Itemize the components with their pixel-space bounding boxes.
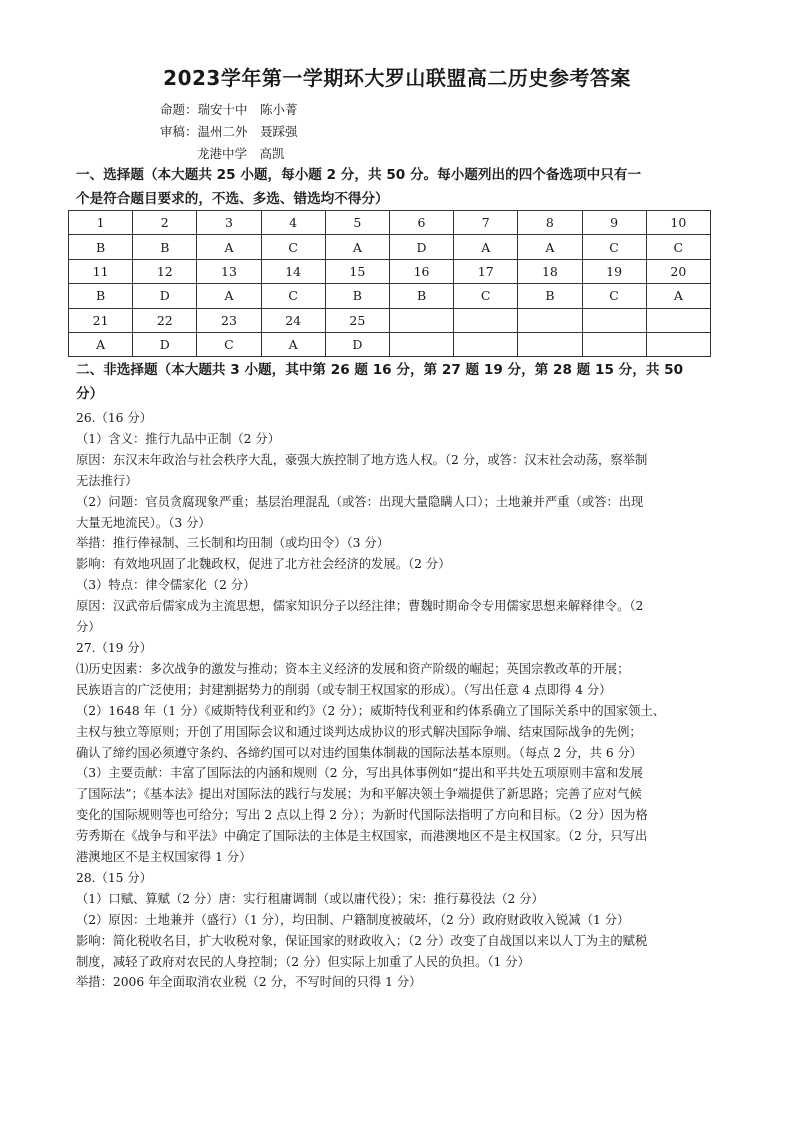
answer-text-line: 劳秀斯在《战争与和平法》中确定了国际法的主体是主权国家，而港澳地区不是主权国家。（2 分，只写出 xyxy=(76,829,648,844)
section-heading-line: 分） xyxy=(76,386,104,402)
question-number-cell xyxy=(518,308,582,332)
answer-cell: A xyxy=(325,235,389,259)
question-number-cell: 23 xyxy=(197,308,261,332)
answer-text-line: 举措：推行俸禄制、三长制和均田制（或均田令）（3 分） xyxy=(76,536,390,551)
answer-cell: A xyxy=(454,235,518,259)
question-number-cell: 19 xyxy=(582,259,646,283)
question-number-cell: 12 xyxy=(133,259,197,283)
answer-text-line: 了国际法”；《基本法》提出对国际法的践行与发展；为和平解决领土争端提供了新思路；完善了应对气候 xyxy=(76,787,642,802)
answer-cell: A xyxy=(646,284,710,308)
question-number-cell xyxy=(454,308,518,332)
section-heading-essay xyxy=(76,358,726,406)
question-number-cell: 3 xyxy=(197,211,261,235)
answer-row xyxy=(69,284,711,308)
question-number-cell: 17 xyxy=(454,259,518,283)
section-heading-choice xyxy=(76,163,726,211)
answer-cell: A xyxy=(197,235,261,259)
question-number-row xyxy=(69,211,711,235)
question-number-cell xyxy=(582,308,646,332)
answer-text-line: 主权与独立等原则；开创了用国际会议和通过谈判达成协议的形式解决国际争端、结束国际战争的先例； xyxy=(76,724,642,739)
answer-cell xyxy=(582,332,646,356)
answer-explanations xyxy=(76,408,722,993)
question-number-cell: 24 xyxy=(261,308,325,332)
answer-text-line: 确认了缔约国必须遵守条约、各缔约国可以对违约国集体制裁的国际法基本原则。（每点 2 分，共 6 分） xyxy=(76,745,643,760)
answer-cell: D xyxy=(389,235,453,259)
answer-table xyxy=(68,210,711,357)
question-number-cell: 6 xyxy=(389,211,453,235)
answer-text-line: 无法推行） xyxy=(76,473,138,488)
answer-text-line: （3）特点：律令儒家化（2 分） xyxy=(76,578,256,593)
answer-cell: A xyxy=(518,235,582,259)
answer-cell: B xyxy=(69,235,133,259)
answer-cell: D xyxy=(325,332,389,356)
answer-cell: C xyxy=(261,235,325,259)
answer-row xyxy=(69,235,711,259)
answer-text-line: 大量无地流民）。（3 分） xyxy=(76,515,211,530)
answer-text-line: 民族语言的广泛使用；封建割据势力的削弱（或专制王权国家的形成）。（写出任意 4 点即得 4 分） xyxy=(76,682,612,697)
answer-text-line: 影响：有效地巩固了北魏政权，促进了北方社会经济的发展。（2 分） xyxy=(76,557,451,572)
question-number-cell: 5 xyxy=(325,211,389,235)
answer-cell: A xyxy=(261,332,325,356)
answer-cell: A xyxy=(197,284,261,308)
answer-text-line: 原因：汉武帝后儒家成为主流思想，儒家知识分子以经注律；曹魏时期命令专用儒家思想来解释律令。（2 xyxy=(76,599,644,614)
answer-cell xyxy=(518,332,582,356)
question-number-cell xyxy=(389,308,453,332)
answer-cell xyxy=(389,332,453,356)
answer-cell: B xyxy=(389,284,453,308)
answer-cell: B xyxy=(69,284,133,308)
question-number-cell: 20 xyxy=(646,259,710,283)
answer-text-line: 举措：2006 年全面取消农业税（2 分，不写时间的只得 1 分） xyxy=(76,975,422,990)
answer-text-line: 26.（16 分） xyxy=(76,411,153,425)
answer-text-line: （2）1648 年（1 分）《威斯特伐利亚和约》（2 分）；威斯特伐利亚和约体系确立了国际关系中的国家领土、 xyxy=(76,703,666,718)
question-number-cell: 18 xyxy=(518,259,582,283)
answer-cell: C xyxy=(197,332,261,356)
question-number-cell: 4 xyxy=(261,211,325,235)
answer-cell: D xyxy=(133,332,197,356)
question-number-cell: 8 xyxy=(518,211,582,235)
answer-text-line: 影响：简化税收名目，扩大收税对象，保证国家的财政收入；（2 分）改变了自战国以来以人丁为主的赋税 xyxy=(76,933,648,948)
question-number-cell: 10 xyxy=(646,211,710,235)
answer-cell: C xyxy=(646,235,710,259)
question-number-cell: 2 xyxy=(133,211,197,235)
answer-text-line: 港澳地区不是主权国家得 1 分） xyxy=(76,850,252,865)
question-number-cell: 15 xyxy=(325,259,389,283)
answer-text-line: 原因：东汉末年政治与社会秩序大乱，豪强大族控制了地方选人权。（2 分，或答：汉末社会动荡，察举制 xyxy=(76,452,648,467)
question-number-cell: 13 xyxy=(197,259,261,283)
answer-text-line: 28.（15 分） xyxy=(76,870,153,885)
question-number-cell: 25 xyxy=(325,308,389,332)
question-number-cell: 16 xyxy=(389,259,453,283)
answer-cell: A xyxy=(69,332,133,356)
answer-row xyxy=(69,332,711,356)
answer-text-line: （1）含义：推行九品中正制（2 分） xyxy=(76,431,281,446)
answer-text-line: （2）原因：土地兼并（盛行）（1 分），均田制、户籍制度被破坏，（2 分）政府财政收入锐减（1 分） xyxy=(76,912,630,927)
answer-cell: B xyxy=(518,284,582,308)
answer-text-line: 27.（19 分） xyxy=(76,640,153,655)
answer-text-line: （2）问题：官员贪腐现象严重；基层治理混乱（或答：出现大量隐瞒人口）；土地兼并严重（或答：出现 xyxy=(76,494,644,509)
section-heading-line: 二、非选择题（本大题共 3 小题，其中第 26 题 16 分，第 27 题 19 分，第 28 题 15 分，共 50 xyxy=(76,362,684,378)
answer-cell: D xyxy=(133,284,197,308)
section-heading-line: 一、选择题（本大题共 25 小题，每小题 2 分，共 50 分。每小题列出的四个备选项中只有一 xyxy=(76,167,642,183)
answer-text-line: 制度，减轻了政府对农民的人身控制；（2 分）但实际上加重了人民的负担。（1 分） xyxy=(76,954,530,969)
question-number-cell: 11 xyxy=(69,259,133,283)
answer-cell xyxy=(454,332,518,356)
answer-text-line: 分） xyxy=(76,620,101,635)
section-heading-line: 个是符合题目要求的，不选、多选、错选均不得分） xyxy=(76,191,389,207)
question-number-row xyxy=(69,259,711,283)
answer-text-line: 变化的国际规则等也可给分；写出 2 点以上得 2 分）；为新时代国际法指明了方向和目标。（2 分）因为格 xyxy=(76,808,648,823)
question-number-cell: 21 xyxy=(69,308,133,332)
reviewer-credit: 审稿：温州二外 聂踩强 xyxy=(160,124,298,139)
answer-cell: B xyxy=(325,284,389,308)
question-number-row xyxy=(69,308,711,332)
question-number-cell: 7 xyxy=(454,211,518,235)
question-number-cell: 22 xyxy=(133,308,197,332)
answer-cell: C xyxy=(582,284,646,308)
reviewer-credit-2: 龙港中学 高凯 xyxy=(197,146,285,161)
question-number-cell: 9 xyxy=(582,211,646,235)
proposer-credit: 命题：瑞安十中 陈小菁 xyxy=(160,102,298,117)
question-number-cell xyxy=(646,308,710,332)
answer-text-line: （3）主要贡献：丰富了国际法的内涵和规则（2 分，写出具体事例如“提出和平共处五项原则丰富和发展 xyxy=(76,766,643,781)
question-number-cell: 14 xyxy=(261,259,325,283)
answer-text-line: （1）口赋、算赋（2 分）唐：实行租庸调制（或以庸代役）；宋：推行募役法（2 分） xyxy=(76,891,544,906)
answer-cell xyxy=(646,332,710,356)
answer-text-line: ⑴历史因素：多次战争的激发与推动；资本主义经济的发展和资产阶级的崛起；英国宗教改革的开展； xyxy=(76,661,630,676)
question-number-cell: 1 xyxy=(69,211,133,235)
answer-cell: C xyxy=(454,284,518,308)
answer-cell: C xyxy=(261,284,325,308)
answer-cell: C xyxy=(582,235,646,259)
answer-cell: B xyxy=(133,235,197,259)
page-title: 2023学年第一学期环大罗山联盟高二历史参考答案 xyxy=(163,66,631,90)
